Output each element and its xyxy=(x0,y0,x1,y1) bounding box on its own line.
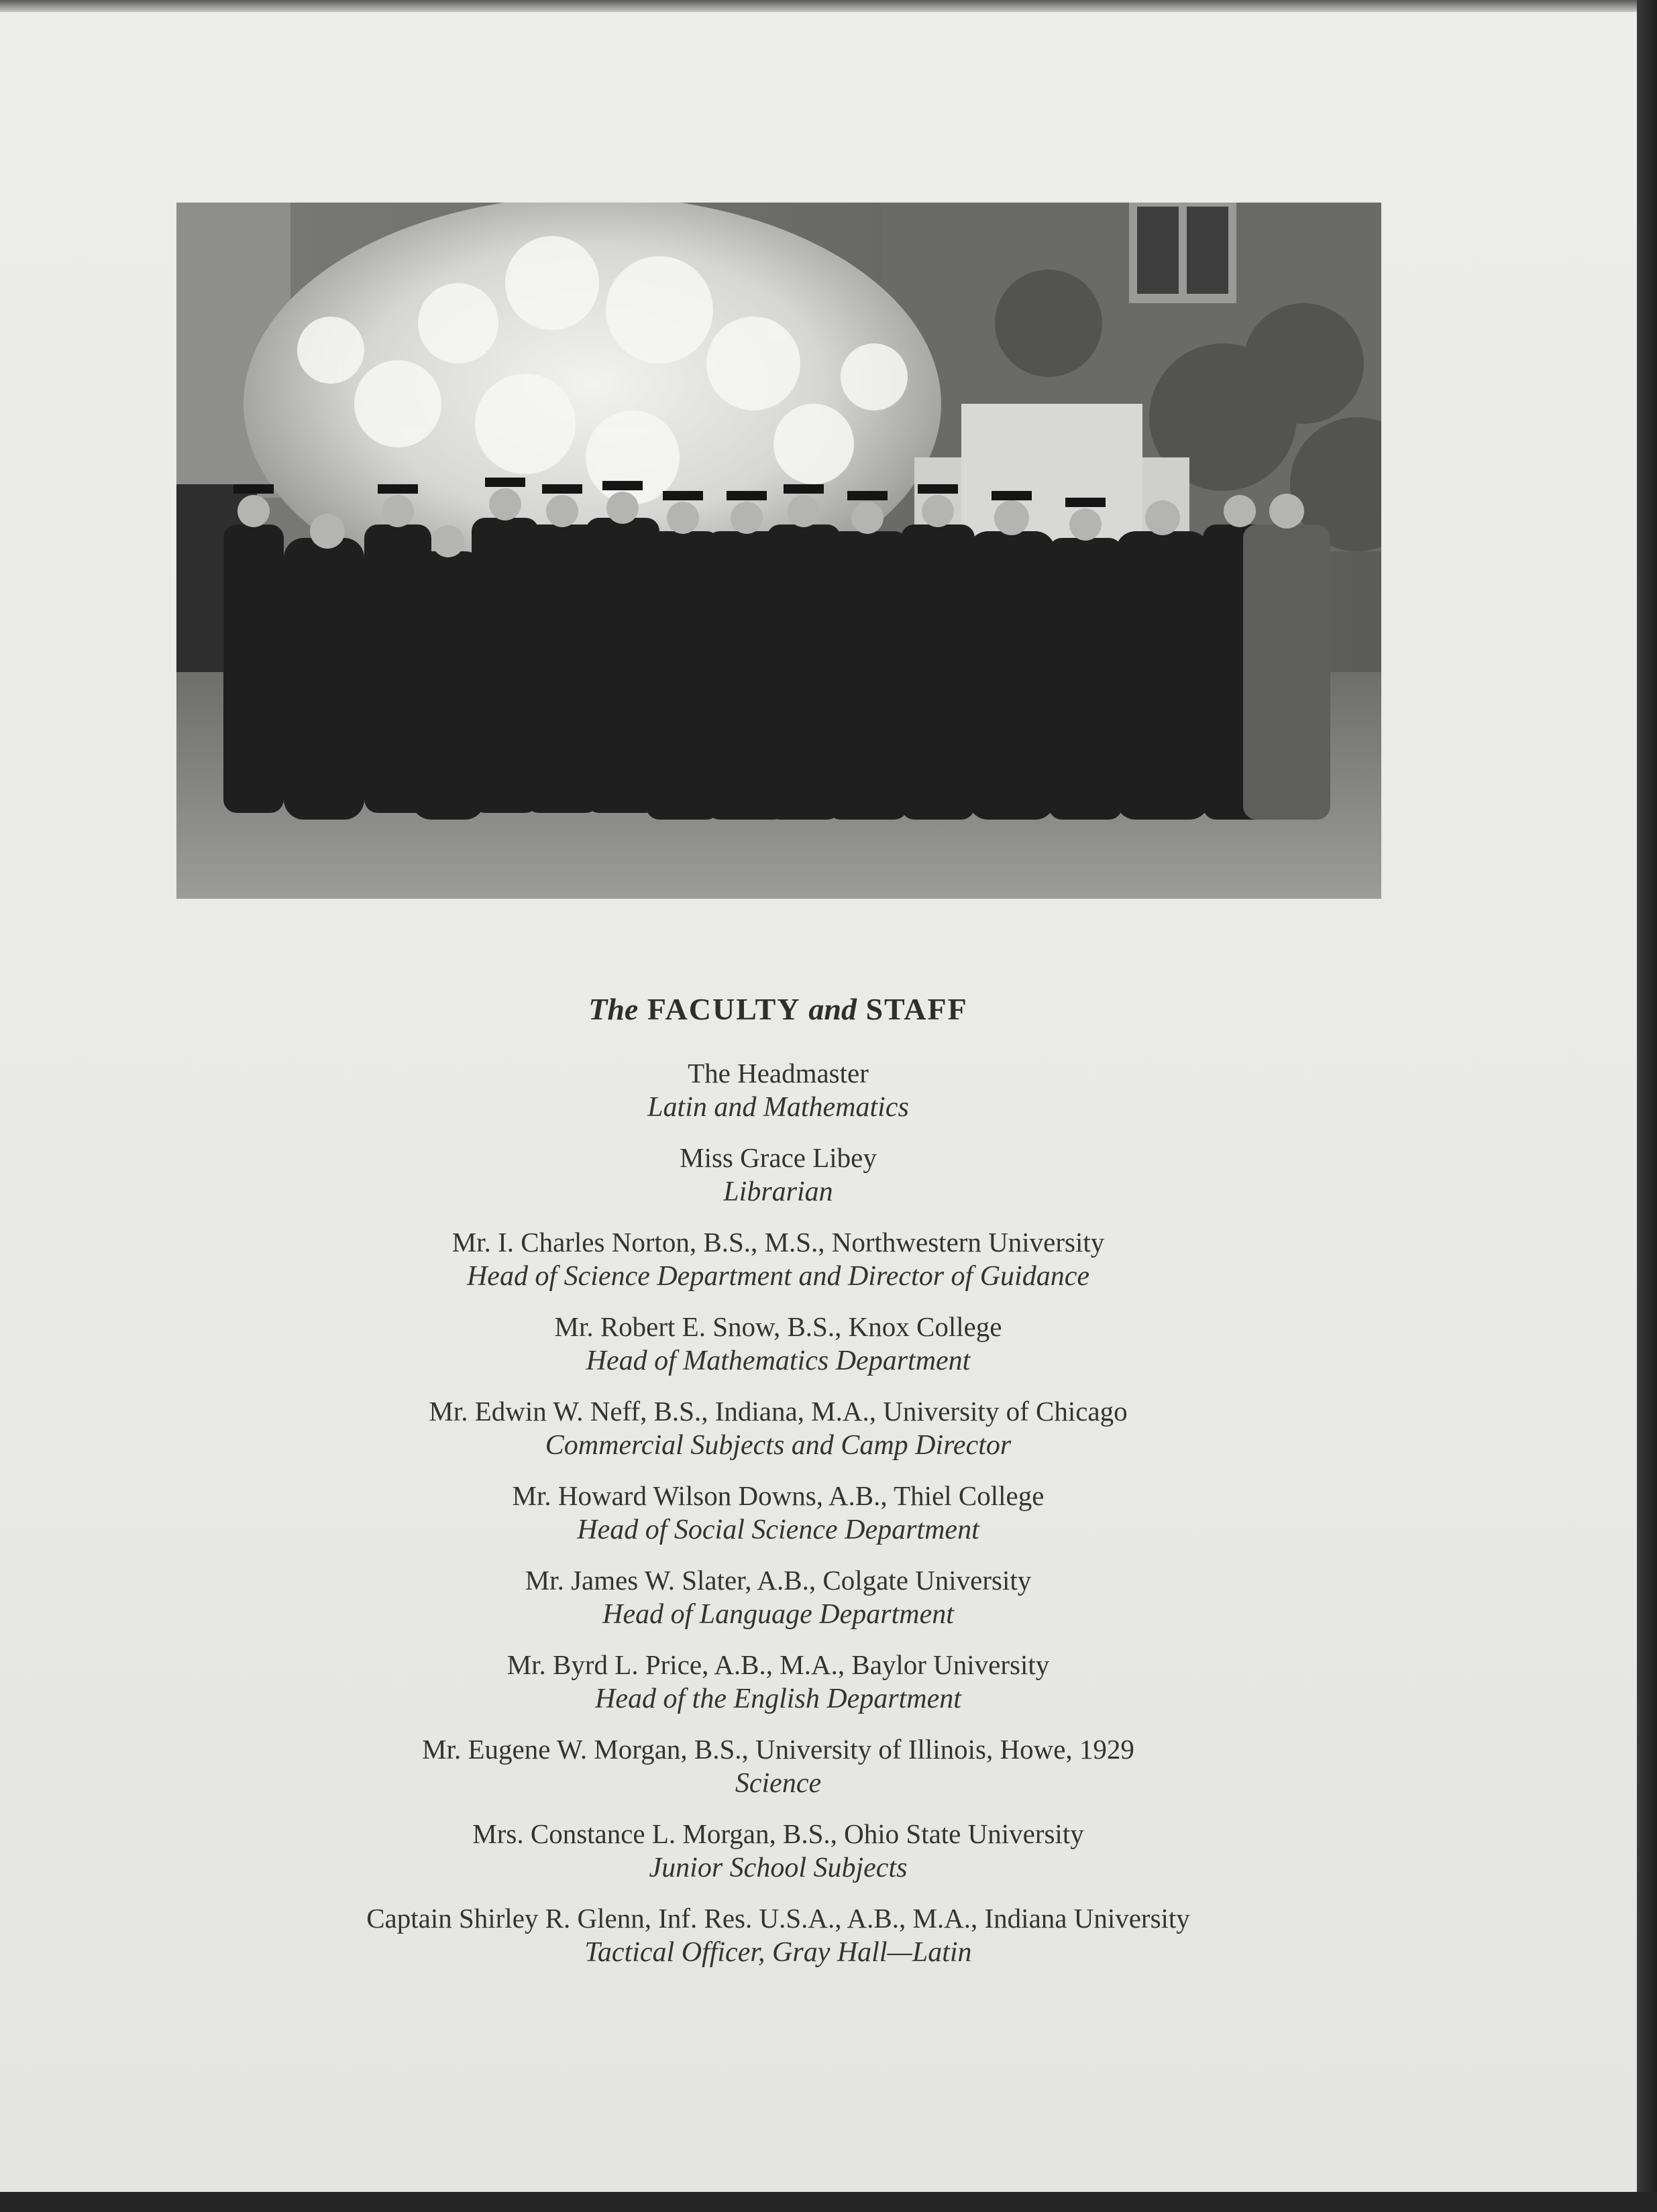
staff-name: Mr. Eugene W. Morgan, B.S., University of Illinois, Howe, 1929 xyxy=(422,1734,1134,1765)
staff-role: Commercial Subjects and Camp Director xyxy=(545,1430,1012,1461)
staff-entry xyxy=(201,1901,1355,1969)
staff-entry xyxy=(201,1141,1355,1209)
staff-entry xyxy=(201,1817,1355,1885)
faculty-group-photo xyxy=(176,203,1381,899)
title-conjunction: and xyxy=(808,992,857,1026)
staff-role: Head of Science Department and Director of Guidance xyxy=(466,1261,1090,1292)
staff-name: Captain Shirley R. Glenn, Inf. Res. U.S.A., A.B., M.A., Indiana University xyxy=(366,1903,1190,1934)
page-title xyxy=(201,991,1355,1027)
faculty-list xyxy=(201,991,1355,1986)
title-prefix: The xyxy=(588,992,639,1026)
staff-name: The Headmaster xyxy=(688,1058,869,1089)
title-word-faculty: FACULTY xyxy=(647,992,800,1026)
staff-role: Junior School Subjects xyxy=(649,1852,908,1883)
staff-entry xyxy=(201,1225,1355,1293)
staff-entries xyxy=(201,1056,1355,1969)
staff-entry xyxy=(201,1648,1355,1716)
page-bottom-edge xyxy=(0,2192,1657,2212)
staff-name: Mr. Byrd L. Price, A.B., M.A., Baylor University xyxy=(506,1649,1050,1680)
title-word-staff: STAFF xyxy=(865,992,968,1026)
staff-name: Mr. I. Charles Norton, B.S., M.S., Northwestern University xyxy=(451,1227,1105,1258)
staff-role: Head of Language Department xyxy=(602,1599,954,1630)
staff-role: Head of Mathematics Department xyxy=(586,1345,971,1376)
staff-entry xyxy=(201,1479,1355,1547)
staff-entry xyxy=(201,1310,1355,1378)
staff-role: Head of Social Science Department xyxy=(577,1514,979,1545)
staff-entry xyxy=(201,1394,1355,1462)
staff-entry xyxy=(201,1732,1355,1800)
book-spine xyxy=(1637,0,1657,2212)
staff-role: Librarian xyxy=(723,1176,833,1207)
staff-name: Mr. Edwin W. Neff, B.S., Indiana, M.A., University of Chicago xyxy=(429,1396,1128,1427)
page-top-edge xyxy=(0,0,1657,12)
staff-entry xyxy=(201,1056,1355,1124)
staff-name: Mr. Howard Wilson Downs, A.B., Thiel College xyxy=(512,1480,1045,1511)
staff-role: Science xyxy=(735,1768,822,1799)
group-photo-icon xyxy=(176,203,1381,899)
staff-role: Tactical Officer, Gray Hall—Latin xyxy=(584,1937,972,1968)
staff-name: Mrs. Constance L. Morgan, B.S., Ohio State University xyxy=(472,1818,1084,1849)
staff-name: Miss Grace Libey xyxy=(680,1142,877,1173)
staff-role: Latin and Mathematics xyxy=(647,1092,909,1123)
staff-name: Mr. Robert E. Snow, B.S., Knox College xyxy=(554,1311,1002,1342)
staff-role: Head of the English Department xyxy=(595,1683,961,1714)
staff-entry xyxy=(201,1563,1355,1631)
staff-name: Mr. James W. Slater, A.B., Colgate University xyxy=(525,1565,1032,1596)
